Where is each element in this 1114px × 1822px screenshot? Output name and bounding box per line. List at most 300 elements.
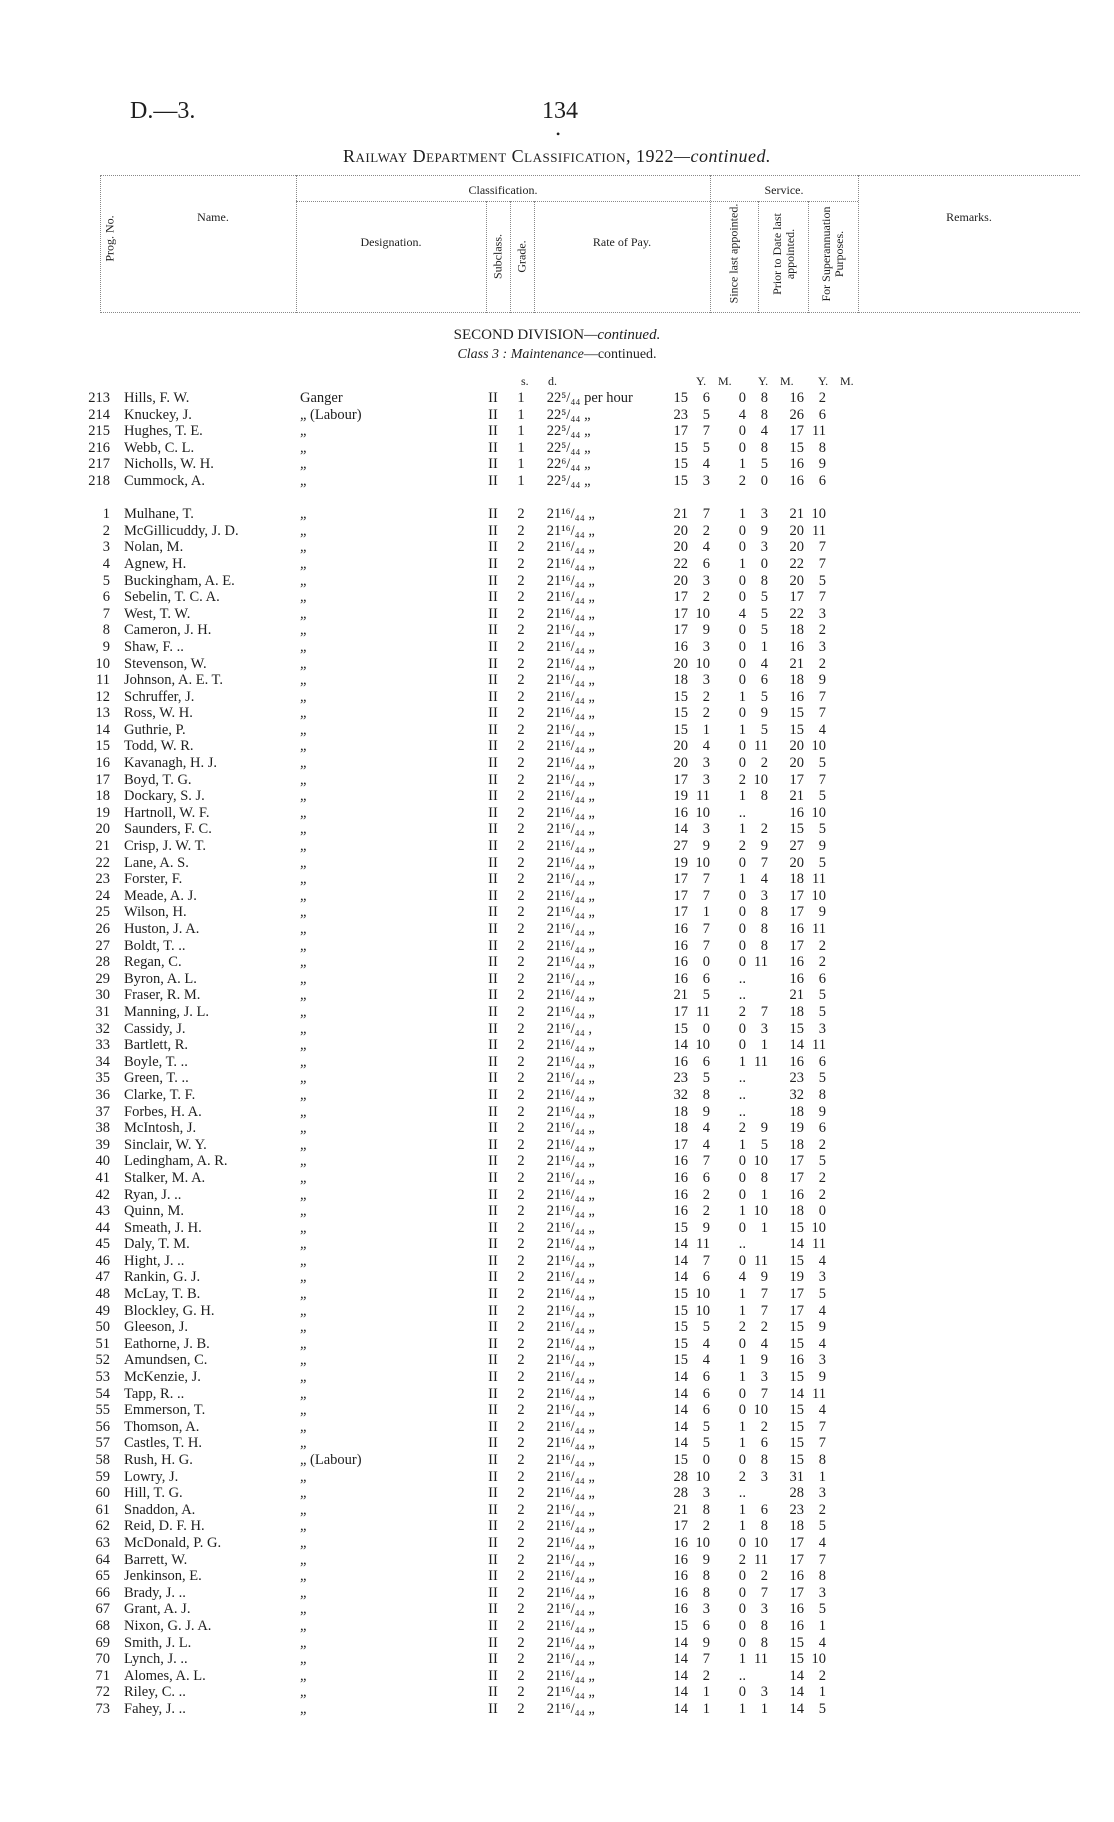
super-months: 3 <box>818 638 826 655</box>
pay-rate: 1¹⁶/₄₄ „ <box>554 1219 595 1236</box>
pay-shillings: 2 <box>546 1053 554 1070</box>
prior-months: 8 <box>760 406 768 423</box>
super-months: 7 <box>818 1435 826 1452</box>
employee-name: Brady, J. .. <box>124 1584 186 1601</box>
pay-shillings: 2 <box>546 721 554 738</box>
prior-months: 8 <box>760 1169 768 1186</box>
row-number: 50 <box>95 1319 110 1336</box>
unit-months-since: M. <box>718 374 732 388</box>
prior-years: 2 <box>738 838 746 855</box>
pay-rate: 1¹⁶/₄₄ „ <box>554 1534 595 1551</box>
pay-shillings: 2 <box>546 788 554 805</box>
subclass: II <box>488 572 498 589</box>
grade: 2 <box>517 788 525 805</box>
since-years: 21 <box>673 1501 688 1518</box>
employee-name: Rush, H. G. <box>124 1452 193 1468</box>
since-months: 5 <box>702 987 710 1004</box>
prior-years: 0 <box>738 1020 746 1037</box>
prior-years: .. <box>738 1236 746 1253</box>
pay-rate: 1¹⁶/₄₄ „ <box>554 1003 595 1020</box>
table-row <box>70 1618 826 1635</box>
employee-name: Buckingham, A. E. <box>124 572 235 589</box>
since-years: 16 <box>673 1169 688 1186</box>
grade: 2 <box>517 1186 525 1203</box>
super-years: 18 <box>789 1518 804 1535</box>
table-row <box>70 689 826 706</box>
grade: 2 <box>517 1086 525 1103</box>
prior-months: 8 <box>760 1617 768 1634</box>
since-years: 17 <box>673 887 688 904</box>
prior-years: 0 <box>738 672 746 689</box>
subclass: II <box>488 1037 498 1054</box>
subclass: II <box>488 1402 498 1419</box>
row-number: 41 <box>95 1169 110 1186</box>
prior-years: 0 <box>738 439 746 456</box>
super-months: 7 <box>818 688 826 705</box>
employee-name: Riley, C. .. <box>124 1684 186 1701</box>
prior-years: 1 <box>738 1352 746 1369</box>
super-months: 2 <box>818 622 826 639</box>
employee-name: McIntosh, J. <box>124 1120 197 1137</box>
designation: „ <box>300 1120 307 1137</box>
table-row <box>70 1435 826 1452</box>
division-heading <box>0 327 1114 344</box>
table-row <box>70 1269 826 1286</box>
subclass: II <box>488 970 498 987</box>
pay-rate: 1¹⁶/₄₄ „ <box>554 1203 595 1220</box>
pay-rate: 1¹⁶/₄₄ „ <box>554 838 595 855</box>
super-years: 15 <box>789 1335 804 1352</box>
pay-shillings: 2 <box>546 921 554 937</box>
designation: „ <box>300 954 307 971</box>
designation: „ <box>300 904 307 921</box>
prior-months <box>746 805 782 822</box>
subclass: II <box>488 688 498 705</box>
designation: „ <box>300 506 307 523</box>
pay-rate: 1¹⁶/₄₄ „ <box>554 1435 595 1452</box>
super-months: 4 <box>818 1252 826 1269</box>
designation: „ <box>300 1485 307 1502</box>
prior-years: 1 <box>738 1501 746 1518</box>
pay-shillings: 2 <box>546 1120 554 1137</box>
pay-shillings: 2 <box>546 1186 554 1203</box>
since-years: 14 <box>673 1700 688 1717</box>
super-months: 8 <box>818 1086 826 1103</box>
super-months: 11 <box>812 871 826 888</box>
super-months: 4 <box>818 1634 826 1651</box>
document-reference: D.—3. <box>130 98 196 124</box>
table-row <box>70 1153 826 1170</box>
since-years: 16 <box>673 937 688 954</box>
pay-shillings: 2 <box>546 1568 554 1585</box>
grade: 2 <box>517 1003 525 1020</box>
since-months: 10 <box>695 1302 710 1319</box>
employee-name: Kavanagh, H. J. <box>124 755 218 772</box>
since-months: 9 <box>702 1103 710 1120</box>
super-years: 15 <box>789 1402 804 1419</box>
pay-shillings: 2 <box>546 871 554 888</box>
since-years: 15 <box>673 1319 688 1336</box>
row-number: 56 <box>95 1418 110 1435</box>
row-number: 12 <box>95 688 110 705</box>
table-row <box>70 1220 826 1237</box>
since-months: 2 <box>702 705 710 722</box>
pay-rate: 1¹⁶/₄₄ „ <box>554 921 595 937</box>
subclass: II <box>488 1418 498 1435</box>
prior-years: 1 <box>738 1418 746 1435</box>
subclass: II <box>488 1667 498 1684</box>
since-years: 14 <box>673 1252 688 1269</box>
grade: 2 <box>517 771 525 788</box>
row-number: 4 <box>102 555 110 572</box>
prior-months: 8 <box>760 390 768 406</box>
pay-shillings: 2 <box>546 1003 554 1020</box>
employee-name: Lowry, J. <box>124 1468 179 1485</box>
table-row <box>70 506 826 523</box>
prior-years: 0 <box>738 1584 746 1601</box>
designation: „ <box>300 854 307 871</box>
super-months: 2 <box>818 655 826 672</box>
pay-rate: 1¹⁶/₄₄ „ <box>554 1120 595 1137</box>
subclass: II <box>488 589 498 606</box>
since-years: 15 <box>673 1352 688 1369</box>
since-years: 15 <box>673 705 688 722</box>
since-years: 14 <box>673 1269 688 1286</box>
prior-years: 0 <box>738 1153 746 1170</box>
prior-months: 1 <box>760 1037 768 1054</box>
super-years: 16 <box>789 970 804 987</box>
row-number: 1 <box>102 506 110 523</box>
grade: 2 <box>517 1319 525 1336</box>
prior-years: 1 <box>738 1302 746 1319</box>
pay-shillings: 2 <box>546 472 554 489</box>
subclass: II <box>488 1651 498 1668</box>
since-years: 15 <box>673 688 688 705</box>
pay-shillings: 2 <box>546 1302 554 1319</box>
super-years: 16 <box>789 1568 804 1585</box>
pay-shillings: 2 <box>546 439 554 456</box>
pay-rate: 1¹⁶/₄₄ „ <box>554 1302 595 1319</box>
pay-rate: 2⁵/₄₄ „ <box>554 406 591 423</box>
prior-months: 11 <box>754 1651 768 1668</box>
prior-months: 5 <box>760 605 768 622</box>
pay-rate: 1¹⁶/₄₄ „ <box>554 755 595 772</box>
employee-name: Jenkinson, E. <box>124 1568 202 1585</box>
subclass: II <box>488 721 498 738</box>
table-row <box>70 1070 826 1087</box>
class-heading <box>0 347 1114 363</box>
pay-shillings: 2 <box>546 1103 554 1120</box>
subclass: II <box>488 1186 498 1203</box>
unit-years-since: Y. <box>696 374 707 388</box>
pay-rate: 1¹⁶/₄₄ „ <box>554 1236 595 1253</box>
prior-months: 7 <box>760 854 768 871</box>
subclass: II <box>488 854 498 871</box>
pay-shillings: 2 <box>546 539 554 556</box>
since-years: 17 <box>673 771 688 788</box>
prior-months: 5 <box>760 1136 768 1153</box>
employee-name: Cassidy, J. <box>124 1020 186 1037</box>
table-row <box>70 1253 826 1270</box>
table-row <box>70 1187 826 1204</box>
designation: „ <box>300 1203 307 1220</box>
super-years: 17 <box>789 1534 804 1551</box>
prior-years: 0 <box>738 1186 746 1203</box>
row-number: 72 <box>95 1684 110 1701</box>
page-title <box>0 146 1114 167</box>
subclass: II <box>488 1435 498 1452</box>
subclass: II <box>488 987 498 1004</box>
since-years: 15 <box>673 1219 688 1236</box>
pay-rate: 1¹⁶/₄₄ „ <box>554 854 595 871</box>
grade: 2 <box>517 1385 525 1402</box>
row-number: 14 <box>95 721 110 738</box>
prior-years: 0 <box>738 1037 746 1054</box>
super-months: 3 <box>818 1020 826 1037</box>
super-months: 4 <box>818 721 826 738</box>
super-months: 7 <box>818 1418 826 1435</box>
prior-years: 0 <box>738 390 746 406</box>
since-years: 18 <box>673 672 688 689</box>
super-months: 4 <box>818 1335 826 1352</box>
designation: „ <box>300 555 307 572</box>
row-number: 215 <box>88 423 110 440</box>
pay-shillings: 2 <box>546 1037 554 1054</box>
row-number: 70 <box>95 1651 110 1668</box>
grade: 2 <box>517 1651 525 1668</box>
employee-name: Hartnoll, W. F. <box>124 804 210 821</box>
since-years: 16 <box>673 921 688 937</box>
since-years: 15 <box>673 472 688 489</box>
row-number: 45 <box>95 1236 110 1253</box>
super-months: 5 <box>818 1070 826 1087</box>
designation: „ <box>300 871 307 888</box>
prior-years: 0 <box>738 622 746 639</box>
pay-shillings: 2 <box>546 390 554 406</box>
since-years: 28 <box>673 1485 688 1502</box>
super-years: 15 <box>789 1319 804 1336</box>
since-years: 16 <box>673 1053 688 1070</box>
since-months: 4 <box>702 1352 710 1369</box>
pay-rate: 1¹⁶/₄₄ „ <box>554 1617 595 1634</box>
prior-years: 0 <box>738 854 746 871</box>
super-years: 26 <box>789 406 804 423</box>
table-row <box>70 1369 826 1386</box>
pay-rate: 1¹⁶/₄₄ „ <box>554 522 595 539</box>
prior-months: 4 <box>760 655 768 672</box>
pay-rate: 1¹⁶/₄₄ „ <box>554 1352 595 1369</box>
super-months: 4 <box>818 1302 826 1319</box>
grade: 2 <box>517 871 525 888</box>
prior-years: .. <box>738 987 746 1004</box>
prior-years: 0 <box>738 1601 746 1618</box>
row-number: 216 <box>88 439 110 456</box>
subclass: II <box>488 1634 498 1651</box>
since-years: 14 <box>673 821 688 838</box>
pay-rate: 1¹⁶/₄₄ „ <box>554 1485 595 1502</box>
pay-shillings: 2 <box>546 937 554 954</box>
prior-months: 9 <box>760 838 768 855</box>
pay-rate: 2⁵/₄₄ per hour <box>554 390 633 406</box>
grade: 2 <box>517 1485 525 1502</box>
table-row <box>70 1568 826 1585</box>
pay-shillings: 2 <box>546 804 554 821</box>
since-years: 20 <box>673 572 688 589</box>
pay-rate: 1¹⁶/₄₄ „ <box>554 1252 595 1269</box>
pay-shillings: 2 <box>546 1501 554 1518</box>
grade: 2 <box>517 1070 525 1087</box>
prior-years: 2 <box>738 1551 746 1568</box>
since-months: 0 <box>702 1020 710 1037</box>
division-continued: —continued. <box>584 327 661 343</box>
employee-name: Ledingham, A. R. <box>124 1153 228 1170</box>
table-row <box>70 888 826 905</box>
super-months: 9 <box>818 838 826 855</box>
pay-rate: 1¹⁶/₄₄ „ <box>554 1468 595 1485</box>
subclass: II <box>488 954 498 971</box>
grade: 2 <box>517 987 525 1004</box>
table-row <box>70 954 826 971</box>
prior-years: 0 <box>738 572 746 589</box>
employee-name: Todd, W. R. <box>124 738 194 755</box>
since-months: 7 <box>702 506 710 523</box>
grade: 2 <box>517 1667 525 1684</box>
unit-years-super: Y. <box>818 374 829 388</box>
col-since-last: Since last appointed. <box>726 203 741 304</box>
designation: „ <box>300 472 307 489</box>
since-years: 28 <box>673 1468 688 1485</box>
prior-months: 10 <box>753 1534 768 1551</box>
since-months: 7 <box>702 921 710 937</box>
prior-years: 0 <box>738 1452 746 1468</box>
since-months: 6 <box>702 1169 710 1186</box>
prior-months: 11 <box>754 738 768 755</box>
subclass: II <box>488 755 498 772</box>
since-months: 6 <box>702 1385 710 1402</box>
since-months: 7 <box>702 871 710 888</box>
table-row <box>70 1203 826 1220</box>
unit-months-super: M. <box>840 374 854 388</box>
pay-rate: 1¹⁶/₄₄ „ <box>554 539 595 556</box>
prior-years: .. <box>738 1103 746 1120</box>
employee-name: Agnew, H. <box>124 555 187 572</box>
prior-years: 1 <box>738 456 746 473</box>
designation: „ <box>300 1568 307 1585</box>
grade: 2 <box>517 1203 525 1220</box>
prior-years: .. <box>738 970 746 987</box>
designation: „ <box>300 755 307 772</box>
since-months: 7 <box>702 423 710 440</box>
grade: 2 <box>517 1335 525 1352</box>
pay-shillings: 2 <box>546 1385 554 1402</box>
super-months: 11 <box>812 1037 826 1054</box>
since-months: 2 <box>702 688 710 705</box>
designation: „ <box>300 423 307 440</box>
units-row <box>0 374 1114 390</box>
employee-name: Stevenson, W. <box>124 655 207 672</box>
since-years: 16 <box>673 1584 688 1601</box>
prior-years: 0 <box>738 655 746 672</box>
pay-rate: 1¹⁶/₄₄ „ <box>554 1684 595 1701</box>
employee-name: Mulhane, T. <box>124 506 194 523</box>
prior-months: 3 <box>760 1369 768 1386</box>
prior-years: 0 <box>738 522 746 539</box>
designation: „ <box>300 1186 307 1203</box>
prior-years: 2 <box>738 1120 746 1137</box>
prior-years: 0 <box>738 638 746 655</box>
subclass: II <box>488 1120 498 1137</box>
since-years: 17 <box>673 423 688 440</box>
grade: 2 <box>517 1286 525 1303</box>
since-years: 16 <box>673 1203 688 1220</box>
prior-months: 1 <box>760 1219 768 1236</box>
employee-name: Clarke, T. F. <box>124 1086 196 1103</box>
subclass: II <box>488 555 498 572</box>
since-months: 7 <box>702 887 710 904</box>
since-months: 6 <box>702 1617 710 1634</box>
grade: 2 <box>517 1302 525 1319</box>
employee-name: Smeath, J. H. <box>124 1219 202 1236</box>
table-row <box>70 1469 826 1486</box>
subclass: II <box>488 1601 498 1618</box>
since-months: 6 <box>702 1053 710 1070</box>
super-years: 20 <box>789 539 804 556</box>
subclass: II <box>488 506 498 523</box>
employee-name: Manning, J. L. <box>124 1003 209 1020</box>
prior-months: 8 <box>760 1452 768 1468</box>
pay-shillings: 2 <box>546 838 554 855</box>
pay-shillings: 2 <box>546 1136 554 1153</box>
subclass: II <box>488 1020 498 1037</box>
prior-months: 3 <box>760 1468 768 1485</box>
since-years: 14 <box>673 1418 688 1435</box>
subclass: II <box>488 1452 498 1468</box>
row-number: 31 <box>95 1003 110 1020</box>
super-years: 16 <box>789 456 804 473</box>
prior-months <box>746 1104 782 1121</box>
pay-shillings: 2 <box>546 1518 554 1535</box>
subclass: II <box>488 1136 498 1153</box>
since-months: 10 <box>695 804 710 821</box>
pay-shillings: 2 <box>546 1485 554 1502</box>
prior-months: 9 <box>760 1269 768 1286</box>
since-months: 6 <box>702 1269 710 1286</box>
pay-shillings: 2 <box>546 423 554 440</box>
designation: „ <box>300 771 307 788</box>
pay-shillings: 2 <box>546 821 554 838</box>
row-number: 34 <box>95 1053 110 1070</box>
super-years: 16 <box>789 1601 804 1618</box>
row-number: 42 <box>95 1186 110 1203</box>
table-row <box>70 1684 826 1701</box>
grade: 2 <box>517 887 525 904</box>
table-row <box>70 1170 826 1187</box>
grade: 2 <box>517 1584 525 1601</box>
employee-name: Grant, A. J. <box>124 1601 191 1618</box>
prior-years: 1 <box>738 1435 746 1452</box>
super-years: 16 <box>789 1053 804 1070</box>
header-top-rule <box>100 175 1080 176</box>
employee-name: Regan, C. <box>124 954 182 971</box>
super-years: 20 <box>789 738 804 755</box>
grade: 2 <box>517 1700 525 1717</box>
since-years: 18 <box>673 1103 688 1120</box>
super-months: 5 <box>818 821 826 838</box>
subclass: II <box>488 1286 498 1303</box>
super-years: 16 <box>789 688 804 705</box>
row-number: 16 <box>95 755 110 772</box>
grade: 2 <box>517 655 525 672</box>
